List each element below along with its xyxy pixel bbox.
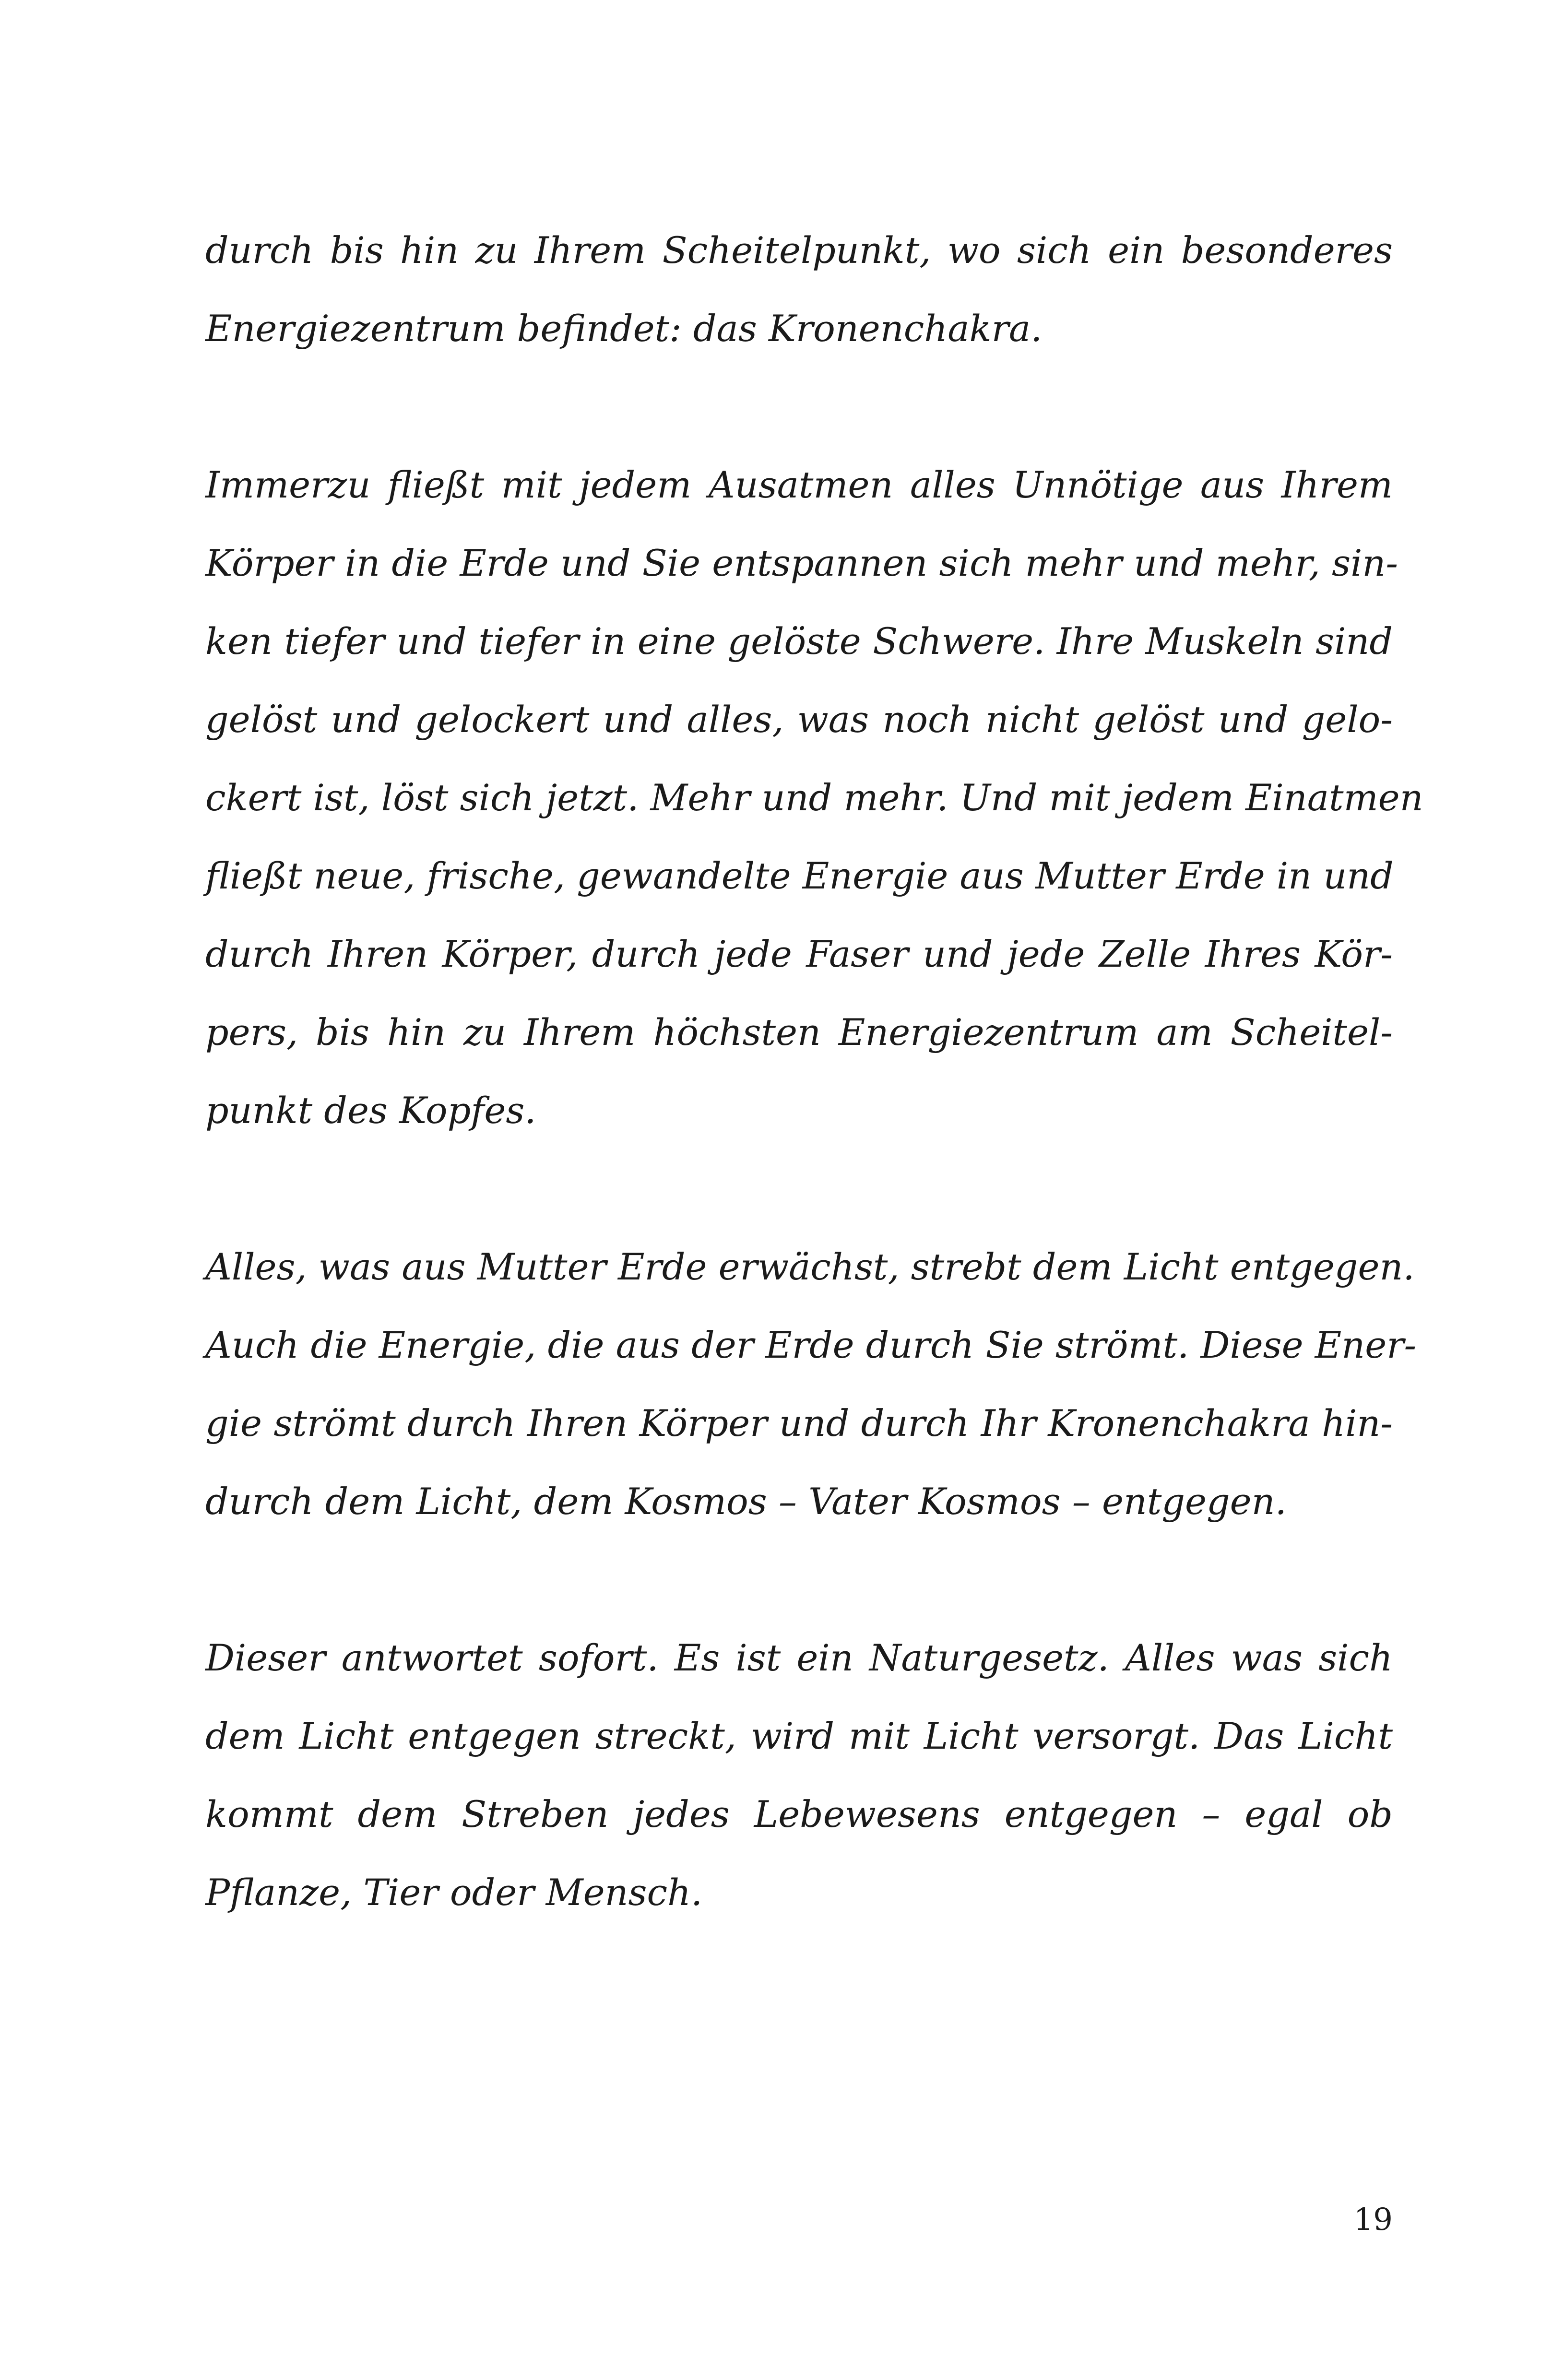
text-line: durch Ihren Körper, durch jede Faser und jede Zelle Ihres Kör- [205,933,1393,975]
text-line: Energiezentrum befindet: das Kronenchakra. [205,307,1043,350]
text-line: Körper in die Erde und Sie entspannen sich mehr und mehr, sin- [205,542,1398,584]
paragraph [205,1228,1417,1540]
text-line: Pflanze, Tier oder Mensch. [205,1871,703,1914]
text-line: kommt dem Streben jedes Lebewesens entgegen – egal ob [205,1793,1393,1835]
text-line: Alles, was aus Mutter Erde erwächst, strebt dem Licht entgegen. [205,1245,1415,1288]
body-text [205,211,1423,2010]
text-line: dem Licht entgegen streckt, wird mit Licht versorgt. Das Licht [205,1715,1393,1757]
paragraph [205,446,1423,1149]
text-line: durch dem Licht, dem Kosmos – Vater Kosmos – entgegen. [205,1480,1287,1523]
text-line: durch bis hin zu Ihrem Scheitelpunkt, wo sich ein besonderes [205,229,1393,272]
text-line: punkt des Kopfes. [205,1089,536,1132]
text-line: pers, bis hin zu Ihrem höchsten Energiezentrum am Scheitel- [205,1011,1393,1054]
text-line: gie strömt durch Ihren Körper und durch Ihr Kronenchakra hin- [205,1402,1393,1445]
text-line: ken tiefer und tiefer in eine gelöste Schwere. Ihre Muskeln sind [205,620,1393,663]
text-line: fließt neue, frische, gewandelte Energie aus Mutter Erde in und [205,854,1394,897]
paragraph [205,1619,1393,1931]
text-line: gelöst und gelockert und alles, was noch nicht gelöst und gelo- [205,698,1393,741]
text-line: Immerzu fließt mit jedem Ausatmen alles Unnötige aus Ihrem [205,463,1393,506]
text-line: Auch die Energie, die aus der Erde durch Sie strömt. Diese Ener- [205,1324,1417,1366]
paragraph [205,211,1393,367]
page-number: 19 [1353,2202,1393,2238]
text-line: Dieser antwortet sofort. Es ist ein Naturgesetz. Alles was sich [205,1636,1393,1679]
text-line: ckert ist, löst sich jetzt. Mehr und mehr. Und mit jedem Einatmen [205,776,1423,819]
